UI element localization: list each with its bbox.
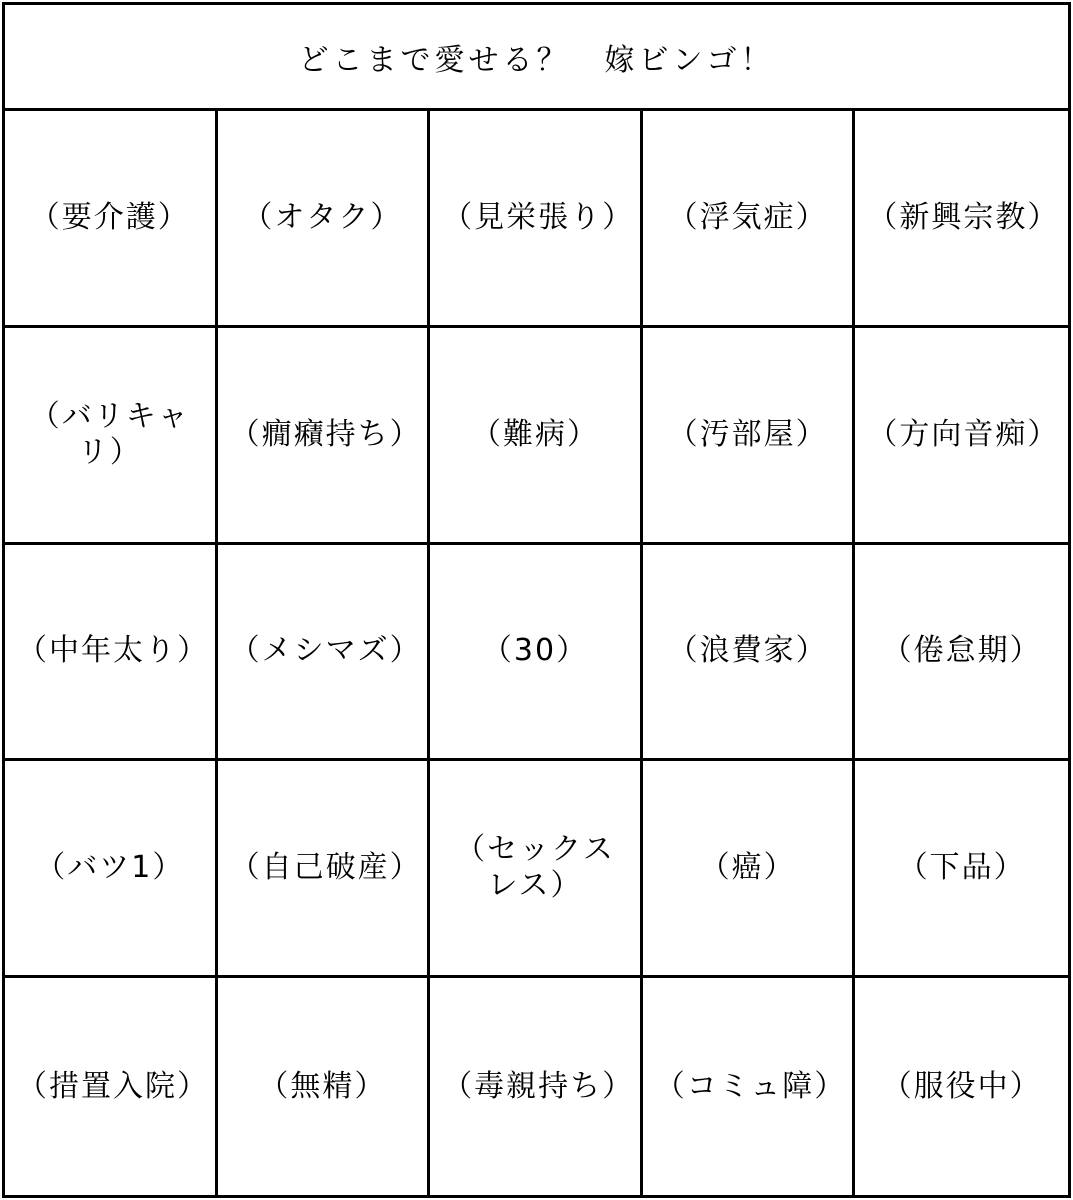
bingo-cell: （メシマズ）: [218, 545, 431, 762]
bingo-title: どこまで愛せる？ 嫁ビンゴ！: [5, 5, 1068, 111]
bingo-cell: （措置入院）: [5, 978, 218, 1195]
bingo-cell: （毒親持ち）: [430, 978, 643, 1195]
bingo-cell: （見栄張り）: [430, 111, 643, 328]
bingo-grid: [5, 111, 1068, 1195]
bingo-cell: （浮気症）: [643, 111, 856, 328]
bingo-cell: （浪費家）: [643, 545, 856, 762]
bingo-cell: （新興宗教）: [855, 111, 1068, 328]
bingo-cell: （汚部屋）: [643, 328, 856, 545]
bingo-cell: （難病）: [430, 328, 643, 545]
bingo-cell: （無精）: [218, 978, 431, 1195]
bingo-cell: （オタク）: [218, 111, 431, 328]
bingo-cell: （30）: [430, 545, 643, 762]
bingo-cell: （服役中）: [881, 1068, 1042, 1104]
bingo-cell: （癇癪持ち）: [218, 328, 431, 545]
bingo-cell: （下品）: [855, 761, 1068, 978]
bingo-cell: （コミュ障）: [643, 978, 856, 1195]
bingo-cell: （中年太り）: [5, 545, 218, 762]
bingo-board: [2, 2, 1071, 1198]
bingo-cell: （自己破産）: [218, 761, 431, 978]
bingo-cell: （セックスレス）: [430, 761, 643, 978]
bingo-cell: （バリキャリ）: [5, 328, 218, 545]
bingo-cell: （倦怠期）: [855, 545, 1068, 762]
bingo-cell: （要介護）: [5, 111, 218, 328]
bingo-cell: （バツ1）: [5, 761, 218, 978]
bingo-cell: （癌）: [643, 761, 856, 978]
bingo-cell: （方向音痴）: [855, 328, 1068, 545]
